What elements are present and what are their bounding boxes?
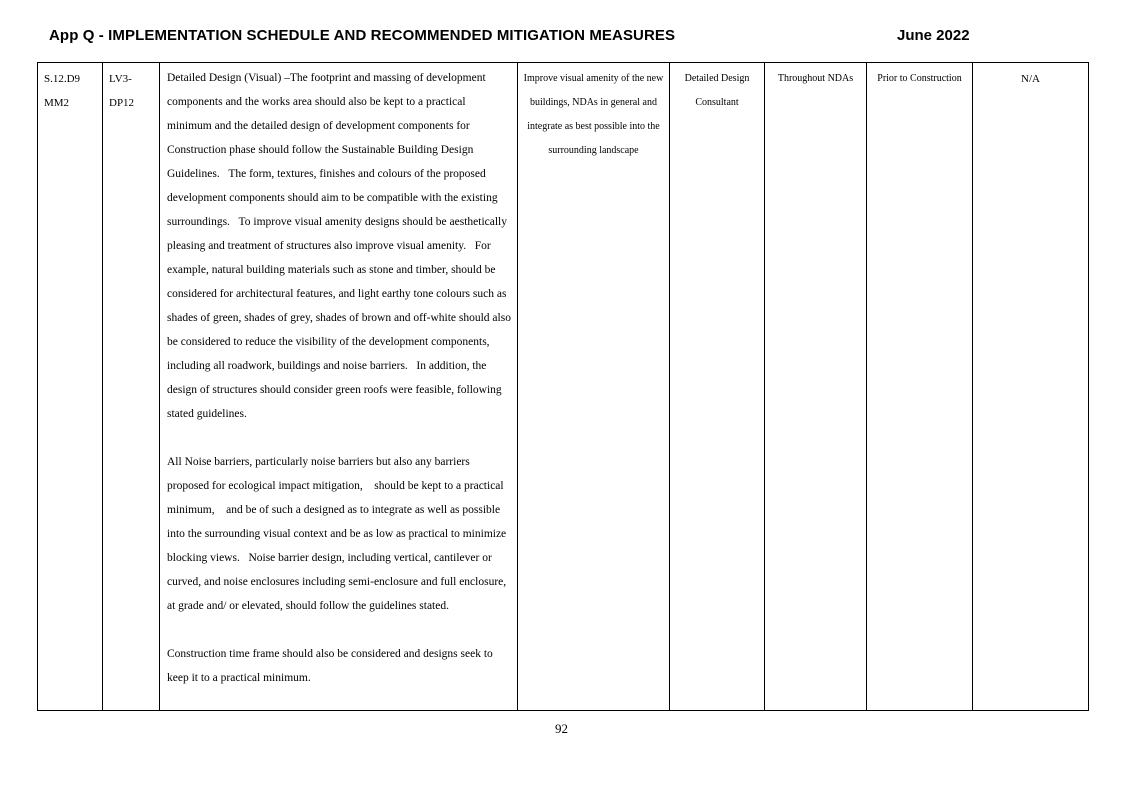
page-number: 92 bbox=[555, 721, 568, 736]
document-title: App Q - IMPLEMENTATION SCHEDULE AND RECOMMENDED MITIGATION MEASURES bbox=[49, 27, 676, 44]
measure-paragraph: Detailed Design (Visual) –The footprint and massing of development components and the works area should also be kept to a practical minimum and the detailed design of development components for Construction phase should follow the Sustainable Building Design Guidelines. The form, textures, finishes and colours of the proposed development components should aim to be compatible with the existing surroundings. To improve visual amenity designs should be aesthetically pleasing and treatment of structures also improve visual amenity. For example, natural building materials such as stone and timber, should be considered for architectural features, and light earthy tone colours such as shades of green, shades of grey, shades of brown and off-white should also be considered to reduce the visibility of the development components, including all roadwork, buildings and noise barriers. In addition, the design of structures should consider green roofs were feasible, following stated guidelines. bbox=[167, 72, 511, 420]
location-cell: Throughout NDAs bbox=[765, 63, 867, 711]
table-row bbox=[38, 63, 1089, 711]
implementation-schedule-table bbox=[37, 62, 1089, 711]
mitigation-measures-cell bbox=[160, 63, 518, 711]
requirements-cell: N/A bbox=[973, 63, 1089, 711]
objectives-cell: Improve visual amenity of the new buildings, NDAs in general and integrate as best possible into the surrounding landscape bbox=[518, 63, 670, 711]
eia-reference-cell: S.12.D9 MM2 bbox=[38, 63, 103, 711]
em-reference-cell: LV3- DP12 bbox=[103, 63, 160, 711]
document-date: June 2022 bbox=[897, 27, 970, 44]
timing-cell: Prior to Construction bbox=[867, 63, 973, 711]
measure-paragraph: All Noise barriers, particularly noise barriers but also any barriers proposed for ecological impact mitigation, should be kept to a practical minimum, and be of such a designed as to integrate as well as possible into the surrounding visual context and be as low as practical to minimize blocking views. Noise barrier design, including vertical, cantilever or curved, and noise enclosures including semi-enclosure and full enclosure, at grade and/ or elevated, should follow the guidelines stated. bbox=[167, 456, 507, 612]
implementation-agent-cell: Detailed Design Consultant bbox=[670, 63, 765, 711]
measure-paragraph: Construction time frame should also be considered and designs seek to keep it to a practical minimum. bbox=[167, 648, 493, 684]
